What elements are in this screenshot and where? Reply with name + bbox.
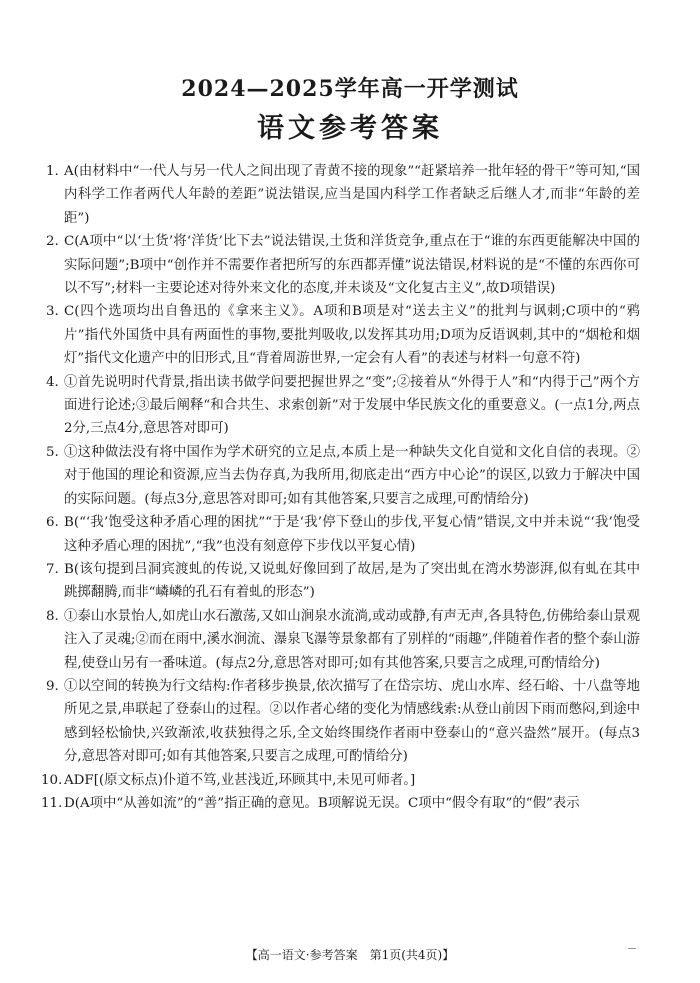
answer-item <box>46 300 640 370</box>
answer-item <box>46 160 640 230</box>
answer-text: C(A项中“以‘土货’将‘洋货’比下去”说法错误,土货和洋货竞争,重点在于“谁的东西更能解决中国的实际问题”;B项中“创作并不需要作者把所写的东西都弄懂”说法错误,材料说的是“不懂的东西你可以不写”;材料一主要论述对待外来文化的态度,并未谈及“文化复古主义”,故D项错误) <box>64 234 640 297</box>
answer-number: 11. <box>41 795 63 811</box>
answer-item <box>41 769 640 792</box>
answer-number: 8. <box>46 608 59 624</box>
answer-text: D(A项中“从善如流”的“善”指正确的意见。B项解说无误。C项中“假令有取”的“假”表示 <box>64 795 580 811</box>
answer-item <box>46 511 640 558</box>
answer-item <box>46 558 640 605</box>
answer-text: ADF[(原文标点)仆道不笃,业甚浅近,环顾其中,未见可师者。] <box>64 772 416 788</box>
answer-item <box>46 675 640 769</box>
answer-number: 7. <box>46 561 59 577</box>
answer-number: 10. <box>41 772 63 788</box>
page-footer: 【高一语文·参考答案 第1页(共4页)】 <box>245 948 455 962</box>
answer-number: 3. <box>46 304 59 320</box>
answer-number: 2. <box>46 234 59 250</box>
answer-text: ①首先说明时代背景,指出读书做学问要把握世界之“变”;②接着从“外得于人”和“内得于己”两个方面进行论述;③最后阐释“和合共生、求索创新”对于发展中华民族文化的重要意义。(一点1分,两点2分,三点4分,意思答对即可) <box>64 374 640 437</box>
answer-key-heading: 语文参考答案 <box>257 113 443 144</box>
answer-number: 6. <box>46 515 59 531</box>
answer-text: ①这种做法没有将中国作为学术研究的立足点,本质上是一种缺失文化自觉和文化自信的表现。②对于他国的理论和资源,应当去伪存真,为我所用,彻底走出“西方中心论”的误区,以致力于解决中国的实际问题。(每点3分,意思答对即可;如有其他答案,只要言之成理,可酌情给分) <box>64 444 640 507</box>
corner-mark <box>628 948 636 949</box>
answer-item <box>46 441 640 511</box>
answer-text: A(由材料中“一代人与另一代人之间出现了青黄不接的现象”“赶紧培养一批年轻的骨干”等可知,“国内科学工作者两代人年龄的差距”说法错误,应当是国内科学工作者缺乏后继人才,而非“年龄的差距”) <box>64 164 640 226</box>
answer-text: B(“‘我’饱受这种矛盾心理的困扰”“于是‘我’停下登山的步伐,平复心情”错误,文中并未说“‘我’饱受这种矛盾心理的困扰”,“我”也没有刻意停下步伐以平复心情) <box>64 515 640 554</box>
answer-item <box>46 230 640 300</box>
answer-text: C(四个选项均出自鲁迅的《拿来主义》。A项和B项是对“送去主义”的批判与讽刺;C项中的“鸦片”指代外国货中具有两面性的事物,要批判吸收,以发挥其功用;D项为反语讽刺,其中的“烟枪和烟灯”指代文化遗产中的旧形式,且“背着周游世界,一定会有人看”的表述与材料一句意不符) <box>64 304 640 367</box>
answer-list <box>41 160 640 815</box>
answer-number: 9. <box>46 678 59 694</box>
answer-text: ①泰山水景怡人,如虎山水石激荡,又如山涧泉水流淌,或动或静,有声无声,各具特色,仿佛给泰山景观注入了灵魂;②而在雨中,溪水涧流、瀑泉飞瀑等景象都有了别样的“雨趣”,伴随着作者的整个泰山游程,使登山另有一番味道。(每点2分,意思答对即可;如有其他答案,只要言之成理,可酌情给分) <box>64 608 640 671</box>
answer-text: ①以空间的转换为行文结构:作者移步换景,依次描写了在岱宗坊、虎山水库、经石峪、十八盘等地所见之景,串联起了登泰山的过程。②以作者心绪的变化为情感线索:从登山前因下雨而憋闷,到途中感到轻松愉快,兴致渐浓,收获独得之乐,全文始终围绕作者雨中登泰山的“意兴盎然”展开。(每点3分,意思答对即可;如有其他答案,只要言之成理,可酌情给分) <box>64 678 640 765</box>
answer-item <box>46 371 640 441</box>
answer-number: 1. <box>46 164 59 179</box>
answer-item <box>46 605 640 675</box>
exam-title: 2024—2025学年高一开学测试 <box>181 76 519 102</box>
answer-number: 5. <box>46 444 59 460</box>
answer-text: B(该句提到吕洞宾渡虬的传说,又说虬好像回到了故居,是为了突出虬在湾水势澎湃,似有虬在其中跳掷翻腾,而非“嶙嶙的孔石有着虬的形态”) <box>64 561 640 601</box>
answer-item <box>41 792 640 815</box>
answer-number: 4. <box>46 374 59 390</box>
